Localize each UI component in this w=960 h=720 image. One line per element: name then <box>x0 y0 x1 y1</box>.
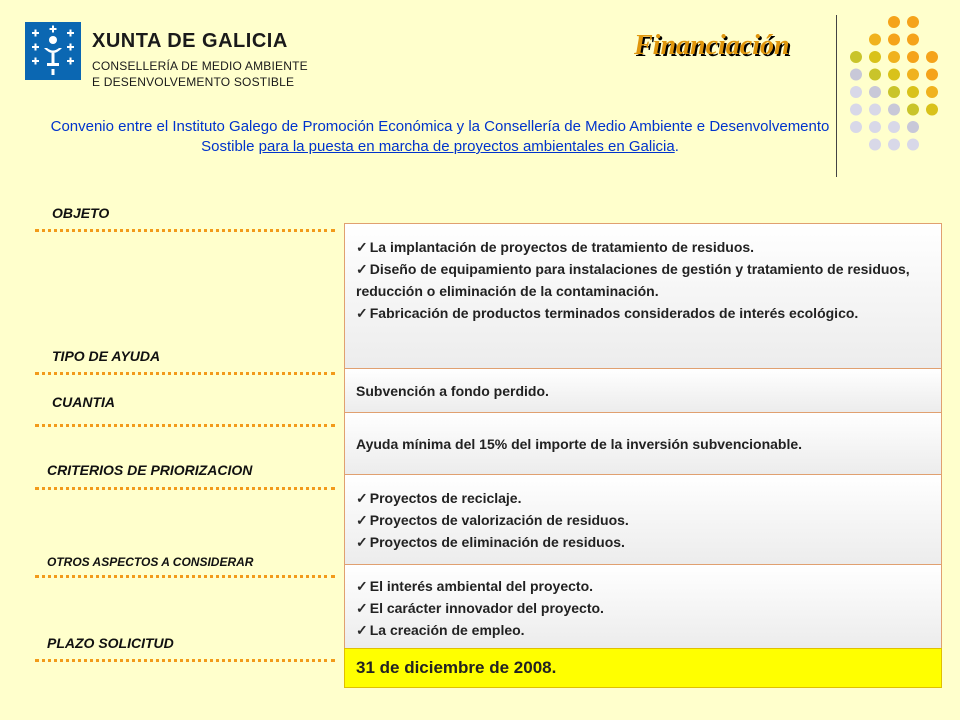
label-plazo: PLAZO SOLICITUD <box>47 635 174 651</box>
list-item <box>356 487 933 509</box>
separator-tipo-ayuda <box>35 372 335 375</box>
decorative-dot <box>907 34 919 46</box>
list-item <box>356 597 933 619</box>
tipo-ayuda-box <box>344 368 942 413</box>
tipo-ayuda-text: Subvención a fondo perdido. <box>356 383 549 399</box>
decorative-dot <box>926 69 938 81</box>
checkmark-icon: ✓ <box>356 490 368 506</box>
decorative-dot <box>907 51 919 63</box>
objeto-box <box>344 223 942 369</box>
otros-aspectos-list <box>356 575 933 641</box>
decorative-dot <box>907 139 919 151</box>
decorative-dot <box>888 121 900 133</box>
checkmark-icon: ✓ <box>356 534 368 550</box>
decorative-dot <box>869 139 881 151</box>
list-item-text: El interés ambiental del proyecto. <box>369 578 594 594</box>
checkmark-icon: ✓ <box>356 261 368 277</box>
list-item-text: Fabricación de productos terminados considerados de interés ecológico. <box>369 305 859 321</box>
decorative-dot <box>907 104 919 116</box>
separator-otros-aspectos <box>35 575 335 578</box>
label-objeto: OBJETO <box>52 205 110 221</box>
list-item <box>356 575 933 597</box>
list-item <box>356 531 933 553</box>
decorative-dots-icon <box>843 10 953 155</box>
intro-text-part2: . <box>674 138 679 155</box>
decorative-dot <box>888 16 900 28</box>
title-divider <box>836 15 837 177</box>
checkmark-icon: ✓ <box>356 305 368 321</box>
list-item-text: Proyectos de reciclaje. <box>369 490 522 506</box>
decorative-dot <box>888 139 900 151</box>
decorative-dot <box>888 34 900 46</box>
checkmark-icon: ✓ <box>356 239 368 255</box>
list-item-text: El carácter innovador del proyecto. <box>369 600 604 616</box>
label-cuantia: CUANTIA <box>52 394 115 410</box>
decorative-dot <box>888 104 900 116</box>
objeto-list <box>356 236 933 324</box>
list-item <box>356 619 933 641</box>
separator-cuantia <box>35 424 335 427</box>
list-item-text: La creación de empleo. <box>369 622 525 638</box>
cuantia-text: Ayuda mínima del 15% del importe de la inversión subvencionable. <box>356 436 803 452</box>
intro-text-part1: Convenio entre el Instituto Galego de Promoción Económica y la Consellería de Medio Ambiente e Desenvolvemento Sostible <box>50 118 830 155</box>
plazo-box <box>344 648 942 688</box>
decorative-dot <box>869 86 881 98</box>
cuantia-box <box>344 412 942 475</box>
decorative-dot <box>869 34 881 46</box>
decorative-dot <box>869 104 881 116</box>
decorative-dot <box>850 51 862 63</box>
list-item-text: Proyectos de eliminación de residuos. <box>369 534 625 550</box>
checkmark-icon: ✓ <box>356 622 368 638</box>
decorative-dot <box>907 16 919 28</box>
decorative-dot <box>850 69 862 81</box>
label-criterios: CRITERIOS DE PRIORIZACION <box>47 462 253 478</box>
label-otros-aspectos: OTROS ASPECTOS A CONSIDERAR <box>47 555 254 569</box>
decorative-dot <box>888 51 900 63</box>
logo-subtitle-line1: CONSELLERÍA DE MEDIO AMBIENTE <box>92 59 308 73</box>
intro-text <box>45 117 835 157</box>
list-item-text: Proyectos de valorización de residuos. <box>369 512 629 528</box>
decorative-dot <box>850 121 862 133</box>
list-item <box>356 258 933 302</box>
decorative-dot <box>869 69 881 81</box>
list-item-text: La implantación de proyectos de tratamiento de residuos. <box>369 239 755 255</box>
intro-link[interactable]: para la puesta en marcha de proyectos ambientales en Galicia <box>258 138 675 155</box>
decorative-dot <box>850 104 862 116</box>
decorative-dot <box>869 51 881 63</box>
logo-subtitle <box>92 58 308 90</box>
decorative-dot <box>907 86 919 98</box>
decorative-dot <box>926 51 938 63</box>
checkmark-icon: ✓ <box>356 578 368 594</box>
list-item <box>356 509 933 531</box>
logo-subtitle-line2: E DESENVOLVEMENTO SOSTIBLE <box>92 75 295 89</box>
label-tipo-ayuda: TIPO DE AYUDA <box>52 348 161 364</box>
decorative-dot <box>926 104 938 116</box>
criterios-box <box>344 474 942 565</box>
separator-criterios <box>35 487 335 490</box>
list-item <box>356 302 933 324</box>
xunta-shield-icon <box>25 22 81 80</box>
checkmark-icon: ✓ <box>356 600 368 616</box>
decorative-dot <box>926 86 938 98</box>
plazo-text: 31 de diciembre de 2008. <box>356 658 557 677</box>
decorative-dot <box>869 121 881 133</box>
criterios-list <box>356 487 933 553</box>
page-title: Financiación <box>634 30 790 61</box>
otros-aspectos-box <box>344 564 942 649</box>
checkmark-icon: ✓ <box>356 512 368 528</box>
separator-objeto <box>35 229 335 232</box>
logo-title: XUNTA DE GALICIA <box>92 30 288 52</box>
decorative-dot <box>888 86 900 98</box>
separator-plazo <box>35 659 335 662</box>
decorative-dot <box>850 86 862 98</box>
list-item <box>356 236 933 258</box>
decorative-dot <box>888 69 900 81</box>
decorative-dot <box>907 121 919 133</box>
decorative-dot <box>907 69 919 81</box>
list-item-text: Diseño de equipamiento para instalaciones de gestión y tratamiento de residuos, reducción o eliminación de la contaminación. <box>356 261 910 299</box>
